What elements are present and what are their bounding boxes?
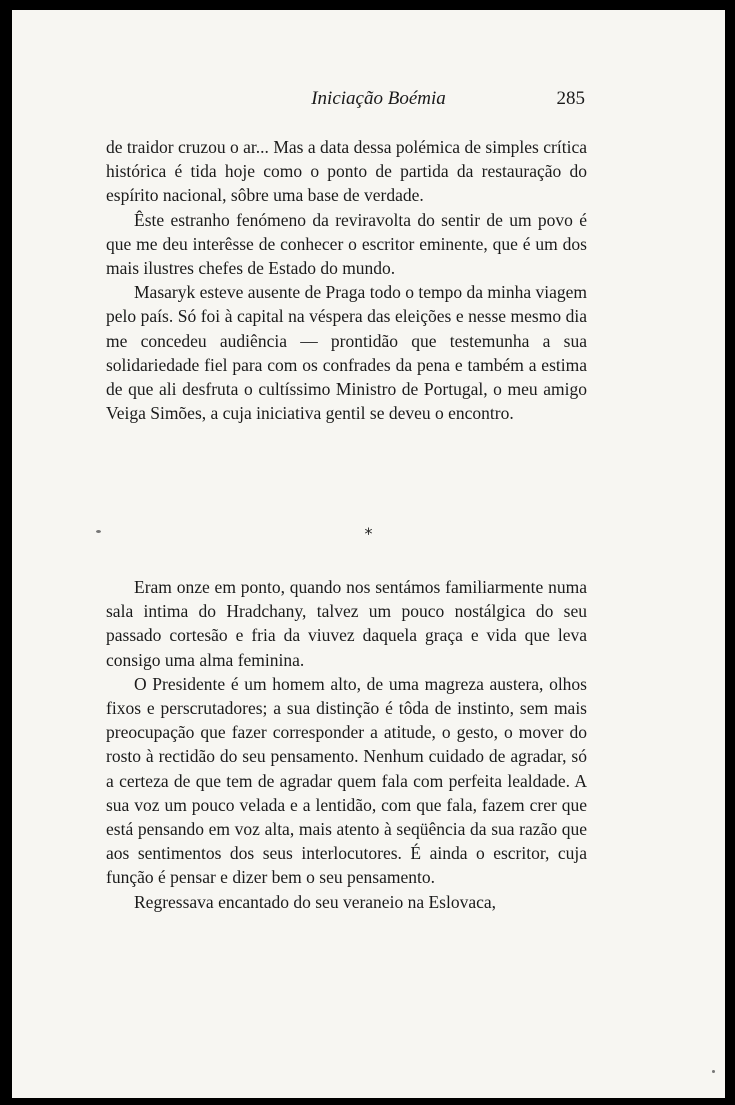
running-title: Iniciação Boémia — [311, 88, 446, 109]
section-separator: * — [364, 524, 373, 543]
scan-speck — [96, 530, 101, 533]
paragraph-6: Regressava encantado do seu veraneio na Eslovaca, — [134, 891, 496, 912]
paragraph-1: de traidor cruzou o ar... Mas a data dessa polémica de simples crítica histórica é tida hoje como o ponto de partida da restauração do espírito nacional, sôbre uma base de verdade. — [106, 137, 587, 206]
paragraph-4: Eram onze em ponto, quando nos sentámos familiarmente numa sala intima do Hradchany, talvez um pouco nostálgica do seu passado cortesão e fria da viuvez daquela graça e vida que leva consigo uma alma feminina. — [106, 577, 587, 670]
scan-speck — [712, 1070, 715, 1073]
section-2-text — [106, 575, 587, 914]
page-number: 285 — [556, 88, 585, 109]
paragraph-3: Masaryk esteve ausente de Praga todo o tempo da minha viagem pelo país. Só foi à capital na véspera das eleições e nesse mesmo dia me concedeu audiência — prontidão que testemunha a sua solidariedade fiel para com os confrades da pena e também a estima de que ali desfruta o cultíssimo Ministro de Portugal, o meu amigo Veiga Simões, a cuja iniciativa gentil se deveu o encontro. — [106, 282, 587, 424]
paragraph-5: O Presidente é um homem alto, de uma magreza austera, olhos fixos e perscrutadores; a sua distinção é tôda de instinto, sem mais preocupação que fazer corresponder a atitude, o gesto, o mover do rosto à rectidão do seu pensamento. Nenhum cuidado de agradar, só a certeza de que tem de agradar quem fala com perfeita lealdade. A sua voz um pouco velada e a lentidão, com que fala, fazem crer que está pensando em voz alta, mais atento à seqüência da sua razão que aos sentimentos dos seus interlocutores. É ainda o escritor, cuja função é pensar e dizer bem o seu pensamento. — [106, 673, 587, 888]
running-head — [12, 88, 725, 118]
section-1-text — [106, 135, 587, 425]
book-page — [12, 10, 725, 1098]
paragraph-2: Êste estranho fenómeno da reviravolta do sentir de um povo é que me deu interêsse de conhecer o escritor eminente, que é um dos mais ilustres chefes de Estado do mundo. — [106, 209, 587, 279]
